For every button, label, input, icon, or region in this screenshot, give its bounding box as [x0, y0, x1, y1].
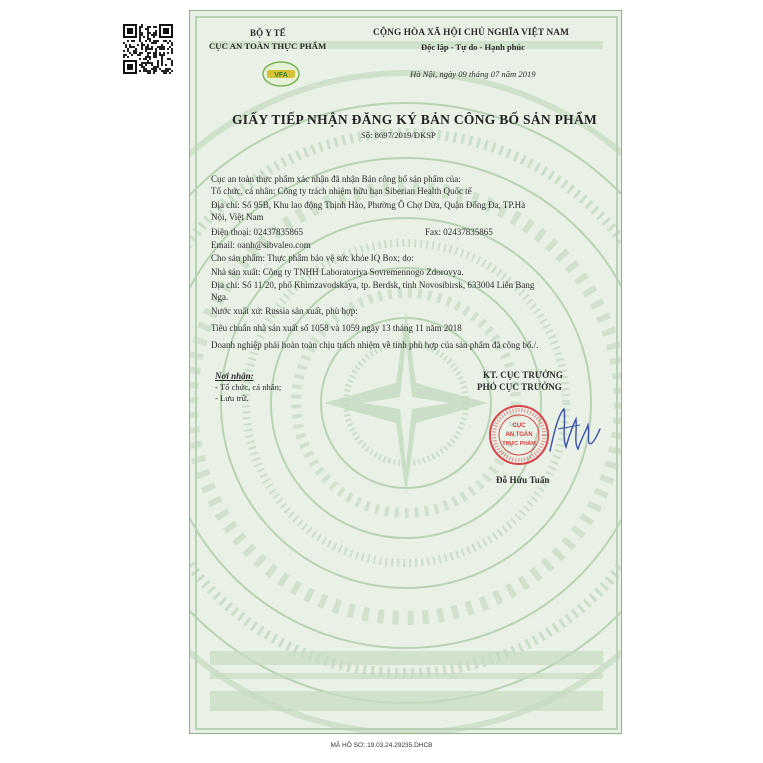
issue-date: Hà Nội, ngày 09 tháng 07 năm 2019: [410, 69, 536, 79]
manufacturer-address-1: Địa chỉ: Số 11/20, phố Khimzavodskaya, tp. Berdsk, tỉnh Novosibirsk, 633004 Liên Bang: [211, 280, 535, 290]
certificate: [189, 10, 622, 734]
responsibility-note: Doanh nghiệp phải hoàn toàn chịu trách nhiệm về tính phù hợp của sản phẩm đã công bố./.: [211, 340, 539, 350]
recipient-item: - Lưu trữ.: [215, 393, 249, 403]
svg-text:THỰC PHẨM: THỰC PHẨM: [502, 441, 536, 447]
document-number: Số: 8697/2019/ĐKSP: [361, 130, 436, 140]
country-name: CỘNG HÒA XÃ HỘI CHỦ NGHĨA VIỆT NAM: [373, 28, 569, 38]
document-title: GIẤY TIẾP NHẬN ĐĂNG KÝ BẢN CÔNG BỐ SẢN PHẨM: [232, 112, 598, 127]
signer-role-2: PHÓ CỤC TRƯỞNG: [477, 382, 562, 392]
intro-line: Cục an toàn thực phẩm xác nhận đã nhận Bản công bố sản phẩm của:: [211, 174, 461, 184]
phone: Điện thoại: 02437835865: [211, 227, 303, 237]
department-name: CỤC AN TOÀN THỰC PHẨM: [209, 41, 327, 51]
svg-text:CỤC: CỤC: [512, 423, 526, 429]
qr-code: [123, 24, 173, 74]
recipient-item: - Tổ chức, cá nhân;: [215, 382, 282, 392]
manufacturer-address-2: Nga.: [211, 292, 229, 302]
address-line-1: Địa chỉ: Số 95B, Khu lao động Thịnh Hào, Phường Ô Chợ Dừa, Quận Đống Đa, TP.Hà: [211, 200, 526, 210]
svg-text:AN TOÀN: AN TOÀN: [505, 432, 533, 438]
origin: Nước xuất xứ: Russia sản xuất, phù hợp:: [211, 306, 358, 316]
dossier-code: MÃ HỒ SƠ: 19.03.24.29235.DHCB: [330, 742, 433, 749]
ministry-name: BỘ Y TẾ: [250, 28, 286, 38]
organization: Tổ chức, cá nhân: Công ty trách nhiệm hữu hạn Siberian Health Quốc tế: [211, 186, 472, 196]
standard: Tiêu chuẩn nhà sản xuất số 1058 và 1059 ngày 13 tháng 11 năm 2018: [211, 323, 462, 333]
email: Email: oanh@sibvaleo.com: [211, 240, 311, 250]
fax: Fax: 02437835865: [425, 227, 493, 237]
product: Cho sản phẩm: Thực phẩm bảo vệ sức khỏe IQ Box; do:: [211, 253, 414, 263]
signer-name: Đỗ Hữu Tuấn: [496, 475, 550, 485]
manufacturer: Nhà sản xuất: Công ty TNHH Laboratoriya Sovremennogo Zdorovya.: [211, 267, 464, 277]
national-motto: Độc lập - Tự do - Hạnh phúc: [421, 42, 525, 52]
svg-text:VFA: VFA: [274, 72, 288, 79]
recipients-heading: Nơi nhận:: [215, 371, 254, 381]
address-line-2: Nội, Việt Nam: [211, 212, 264, 222]
signer-role-1: KT. CỤC TRƯỞNG: [483, 370, 563, 380]
handwritten-signature: [540, 403, 604, 463]
vfa-logo: [261, 60, 301, 88]
